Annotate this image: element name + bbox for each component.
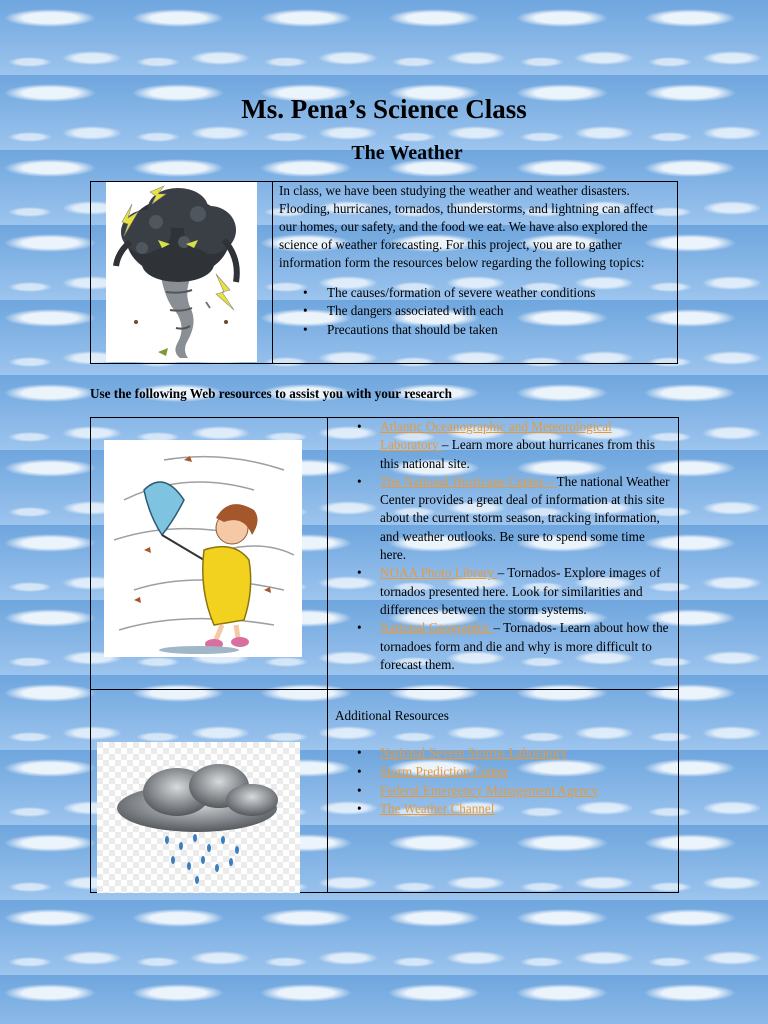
resource-description: – Tornados- Learn about how the tornadoes form and die and why is more difficult to forecast them. <box>380 620 669 672</box>
additional-resource-item <box>331 763 671 782</box>
additional-resources-list <box>331 744 671 819</box>
rain-cloud-image <box>97 742 300 893</box>
intro-table <box>90 181 678 364</box>
resource-link[interactable]: The National Hurricane Center – <box>380 473 557 489</box>
topic-item: • The dangers associated with each <box>279 302 671 320</box>
windy-girl-umbrella-image <box>104 440 302 657</box>
additional-resource-item <box>331 782 671 801</box>
topics-list <box>279 284 671 339</box>
resource-description: – Tornados- Explore images of tornados presented here. Look for similarities and differences between the storm systems. <box>380 565 661 617</box>
additional-resources-title: Additional Resources <box>335 708 449 723</box>
research-heading: Use the following Web resources to assist you with your research <box>90 386 452 401</box>
resource-description: – Learn more about hurricanes from this this national site. <box>380 437 656 471</box>
additional-resource-link[interactable]: The Weather Channel <box>380 801 495 817</box>
web-resources-list <box>331 418 671 674</box>
table-divider <box>327 418 328 892</box>
resources-table <box>90 417 679 893</box>
resource-link[interactable]: National Geographic <box>380 620 494 636</box>
page-subtitle: The Weather <box>351 142 463 164</box>
resource-item <box>331 473 671 564</box>
intro-text-cell <box>279 182 671 339</box>
additional-resource-item <box>331 744 671 763</box>
table-divider <box>91 689 678 690</box>
page-title: Ms. Pena’s Science Class <box>241 94 527 124</box>
additional-resource-item <box>331 800 671 819</box>
intro-paragraph: In class, we have been studying the weather and weather disasters. Flooding, hurricanes, tornados, thunderstorms, and lightning can affect our homes, our safety, and the food we eat. We have also explored the science of weather forecasting. For this project, you are to gather information form the resources below regarding the following topics: <box>279 183 654 270</box>
storm-cloud-tornado-image <box>106 182 257 362</box>
topic-item: • Precautions that should be taken <box>279 321 671 339</box>
resource-item <box>331 564 671 619</box>
resource-item <box>331 619 671 674</box>
resource-item <box>331 418 671 473</box>
resource-link[interactable]: NOAA Photo Library <box>380 565 498 581</box>
resource-description: The national Weather Center provides a great deal of information at this site about the current storm season, tracking information, and weather outlooks. Be sure to spend some time here. <box>380 473 670 563</box>
additional-resource-link[interactable]: Federal Emergency Management Agency <box>380 782 599 798</box>
topic-item: • The causes/formation of severe weather conditions <box>279 284 671 302</box>
intro-image-cell <box>91 182 273 363</box>
additional-resource-link[interactable]: National Severe Storms Laboratory <box>380 745 568 760</box>
resource-link[interactable]: Atlantic Oceanographic and Meteorological Laboratory <box>380 419 612 453</box>
additional-resource-link[interactable]: Storm Prediction Center <box>380 763 509 779</box>
